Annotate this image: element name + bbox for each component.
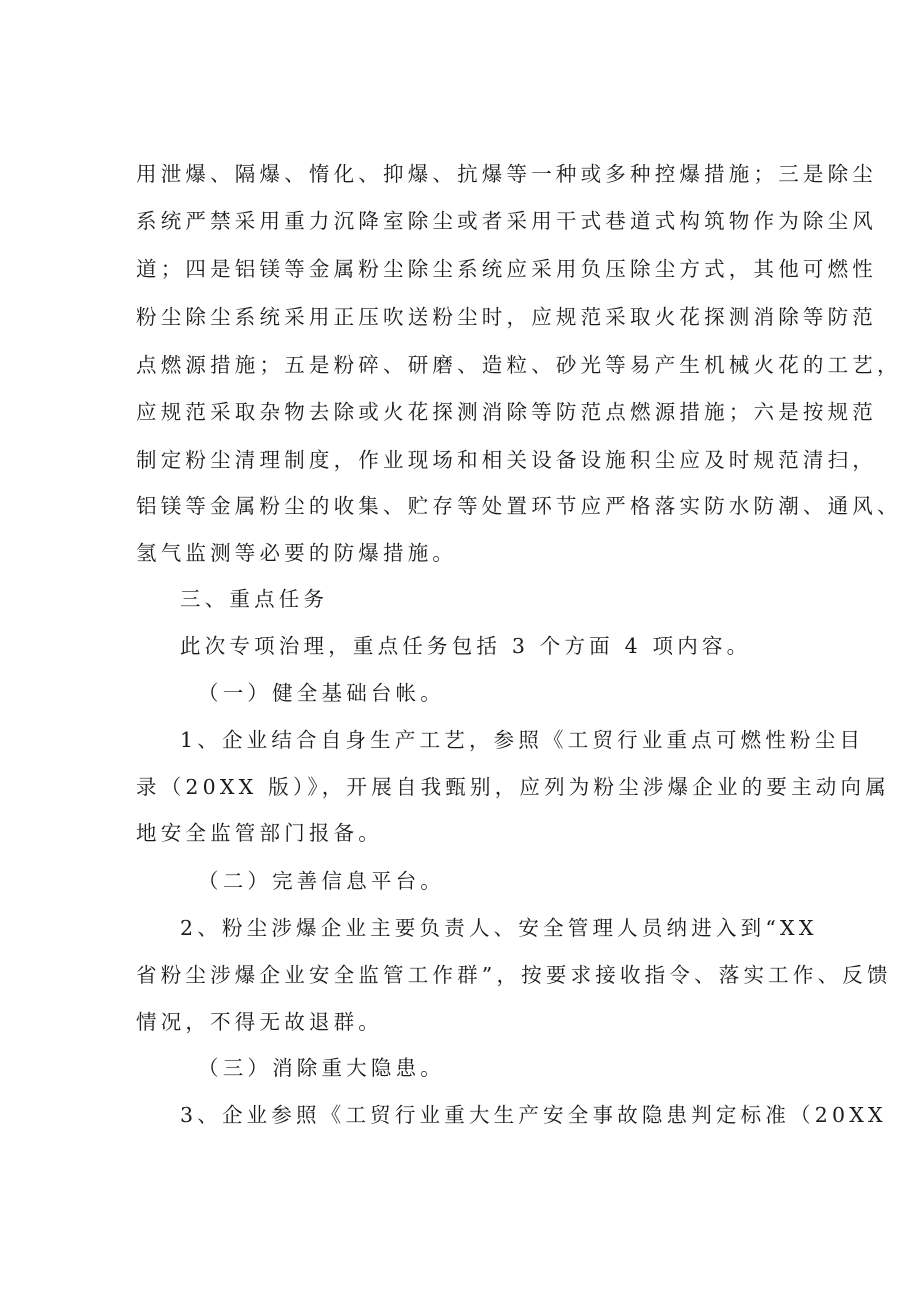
body-text-line: 此次专项治理，重点任务包括 3 个方面 4 项内容。 <box>180 634 752 658</box>
body-text-line: 制定粉尘清理制度，作业现场和相关设备设施积尘应及时规范清扫， <box>136 448 877 472</box>
subsection-heading: （三）消除重大隐患。 <box>198 1056 445 1080</box>
body-text-line: 3、企业参照《工贸行业重大生产安全事故隐患判定标准（20XX <box>180 1103 887 1127</box>
body-text-line: 粉尘除尘系统采用正压吹送粉尘时，应规范采取火花探测消除等防范 <box>136 305 877 329</box>
body-text-line: 情况，不得无故退群。 <box>136 1010 383 1034</box>
body-text-line: 省粉尘涉爆企业安全监管工作群”，按要求接收指令、落实工作、反馈 <box>136 963 892 987</box>
subsection-heading: （一）健全基础台帐。 <box>198 681 445 705</box>
body-text-line: 系统严禁采用重力沉降室除尘或者采用干式巷道式构筑物作为除尘风 <box>136 209 877 233</box>
body-text-line: 2、粉尘涉爆企业主要负责人、安全管理人员纳进入到“XX <box>180 916 818 940</box>
body-text-line: 氢气监测等必要的防爆措施。 <box>136 541 458 565</box>
body-text-line: 铝镁等金属粉尘的收集、贮存等处置环节应严格落实防水防潮、通风、 <box>136 494 902 518</box>
subsection-heading: （二）完善信息平台。 <box>198 869 445 893</box>
body-text-line: 录（20XX 版）》，开展自我甄别，应列为粉尘涉爆企业的要主动向属 <box>136 775 890 799</box>
body-text-line: 用泄爆、隔爆、惰化、抑爆、抗爆等一种或多种控爆措施；三是除尘 <box>136 162 877 186</box>
section-heading: 三、重点任务 <box>180 587 329 611</box>
body-text-line: 应规范采取杂物去除或火花探测消除等防范点燃源措施；六是按规范 <box>136 400 877 424</box>
body-text-line: 点燃源措施；五是粉碎、研磨、造粒、砂光等易产生机械火花的工艺， <box>136 353 902 377</box>
body-text-line: 地安全监管部门报备。 <box>136 821 383 845</box>
body-text-line: 道；四是铝镁等金属粉尘除尘系统应采用负压除尘方式，其他可燃性 <box>136 257 877 281</box>
body-text-line: 1、企业结合自身生产工艺，参照《工贸行业重点可燃性粉尘目 <box>180 728 865 752</box>
